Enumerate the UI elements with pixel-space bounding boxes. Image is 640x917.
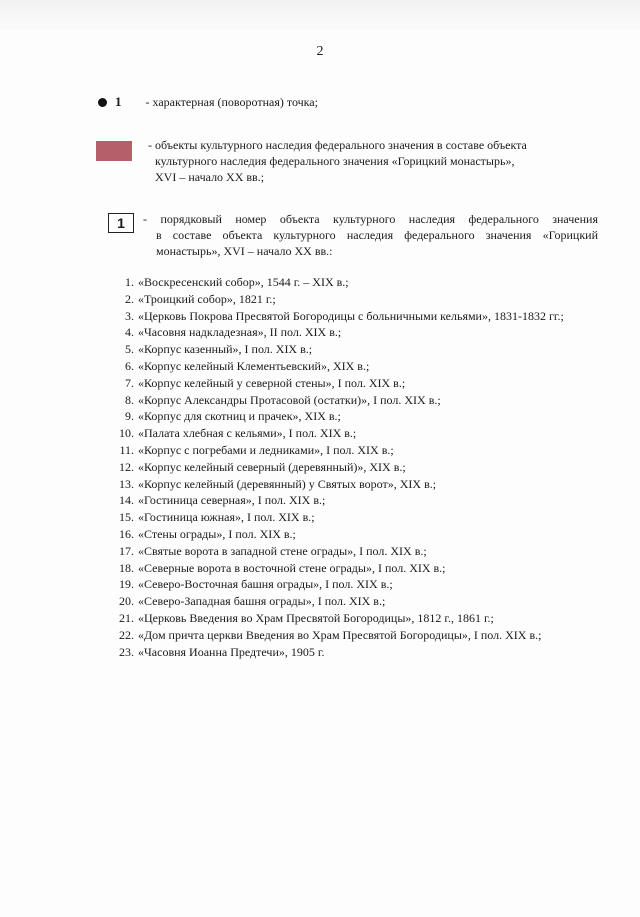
list-item-number: 11.: [119, 442, 134, 457]
list-item-text: «Святые ворота в западной стене ограды», I пол. XIX в.;: [138, 543, 427, 558]
list-item-number: 17.: [119, 543, 134, 558]
list-item-text: «Корпус казенный», I пол. XIX в.;: [138, 342, 313, 357]
object-number-line-3: монастырь», XVI – начало XX вв.:: [156, 244, 333, 258]
list-item-number: 21.: [119, 610, 134, 625]
list-item-number: 15.: [119, 510, 134, 525]
list-item-text: «Северные ворота в восточной стене ограды», I пол. XIX в.;: [138, 560, 446, 575]
objects-list: [112, 274, 612, 660]
list-item-number: 16.: [119, 526, 134, 541]
list-item-number: 12.: [119, 459, 134, 474]
list-item: [112, 610, 612, 627]
list-item-text: «Гостиница северная», I пол. XIX в.;: [138, 493, 326, 508]
list-item: [112, 459, 612, 476]
object-area-line-1: - объекты культурного наследия федерального значения в составе объекта: [148, 138, 527, 152]
list-item-number: 18.: [119, 560, 134, 575]
page-number: 2: [316, 44, 324, 59]
list-item-text: «Часовня надкладезная», II пол. XIX в.;: [138, 325, 342, 340]
list-item: [112, 308, 612, 325]
list-item-number: 9.: [125, 409, 134, 424]
list-item-text: «Корпус келейный у северной стены», I пол. XIX в.;: [138, 375, 406, 390]
list-item-number: 4.: [125, 325, 134, 340]
list-item-number: 6.: [125, 358, 134, 373]
list-item-number: 1.: [125, 275, 134, 289]
list-item: [112, 492, 612, 509]
object-number-box: 1: [108, 213, 134, 233]
list-item: [112, 593, 612, 610]
point-description: - характерная (поворотная) точка;: [145, 95, 318, 109]
list-item-text: «Часовня Иоанна Предтечи», 1905 г.: [138, 644, 325, 659]
list-item: [112, 644, 612, 661]
list-item: [112, 274, 612, 291]
list-item-text: «Воскресенский собор», 1544 г. – XIX в.;: [138, 275, 349, 289]
list-item-number: 14.: [119, 493, 134, 508]
object-number-line-1: - порядковый номер объекта культурного наследия федерального значения: [143, 212, 598, 226]
list-item-text: «Корпус Александры Протасовой (остатки)», I пол. XIX в.;: [138, 392, 441, 407]
point-dot-icon: [98, 98, 107, 107]
list-item-number: 2.: [125, 291, 134, 306]
list-item-text: «Корпус с погребами и ледниками», I пол. XIX в.;: [138, 442, 394, 457]
list-item-number: 5.: [125, 342, 134, 357]
list-item: [112, 509, 612, 526]
list-item-number: 8.: [125, 392, 134, 407]
list-item-number: 7.: [125, 375, 134, 390]
list-item-text: «Северо-Восточная башня ограды», I пол. XIX в.;: [138, 577, 393, 592]
list-item-text: «Дом причта церкви Введения во Храм Пресвятой Богородицы», I пол. XIX в.;: [138, 627, 542, 642]
list-item: [112, 291, 612, 308]
list-item: [112, 476, 612, 493]
object-area-line-2: культурного наследия федерального значения «Горицкий монастырь»,: [155, 154, 515, 168]
legend-point: [98, 94, 598, 110]
list-item-number: 20.: [119, 594, 134, 609]
list-item: [112, 627, 612, 644]
list-item-number: 19.: [119, 577, 134, 592]
list-item-text: «Северо-Западная башня ограды», I пол. XIX в.;: [138, 594, 386, 609]
object-area-line-3: XVI – начало XX вв.;: [155, 170, 265, 184]
list-item-text: «Троицкий собор», 1821 г.;: [138, 291, 276, 306]
scan-edge: [0, 0, 640, 30]
list-item: [112, 560, 612, 577]
list-item-text: «Церковь Введения во Храм Пресвятой Богородицы», 1812 г., 1861 г.;: [138, 610, 494, 625]
object-area-swatch: [96, 141, 132, 161]
list-item: [112, 324, 612, 341]
list-item: [112, 526, 612, 543]
list-item: [112, 375, 612, 392]
list-item: [112, 425, 612, 442]
legend-object-area: [148, 137, 598, 185]
list-item-text: «Палата хлебная с кельями», I пол. XIX в.;: [138, 426, 357, 441]
list-item-text: «Гостиница южная», I пол. XIX в.;: [138, 510, 315, 525]
list-item-number: 3.: [125, 308, 134, 323]
list-item-number: 13.: [119, 476, 134, 491]
list-item: [112, 341, 612, 358]
list-item: [112, 543, 612, 560]
list-item: [112, 392, 612, 409]
list-item-text: «Корпус для скотниц и прачек», XIX в.;: [138, 409, 341, 424]
list-item-text: «Корпус келейный Клементьевский», XIX в.;: [138, 358, 370, 373]
list-item-text: «Корпус келейный северный (деревянный)», XIX в.;: [138, 459, 406, 474]
list-item-text: «Церковь Покрова Пресвятой Богородицы с больничными кельями», 1831-1832 гг.;: [138, 308, 564, 323]
list-item: [112, 408, 612, 425]
list-item: [112, 576, 612, 593]
list-item-number: 10.: [119, 426, 134, 441]
list-item-number: 23.: [119, 644, 134, 659]
legend-object-number: [143, 211, 598, 259]
list-item-text: «Стены ограды», I пол. XIX в.;: [138, 526, 296, 541]
list-item-number: 22.: [119, 627, 134, 642]
point-label: 1: [115, 94, 122, 109]
list-item: [112, 358, 612, 375]
list-item: [112, 442, 612, 459]
list-item-text: «Корпус келейный (деревянный) у Святых ворот», XIX в.;: [138, 476, 437, 491]
object-number-line-2: в составе объекта культурного наследия федерального значения «Горицкий: [156, 228, 598, 242]
